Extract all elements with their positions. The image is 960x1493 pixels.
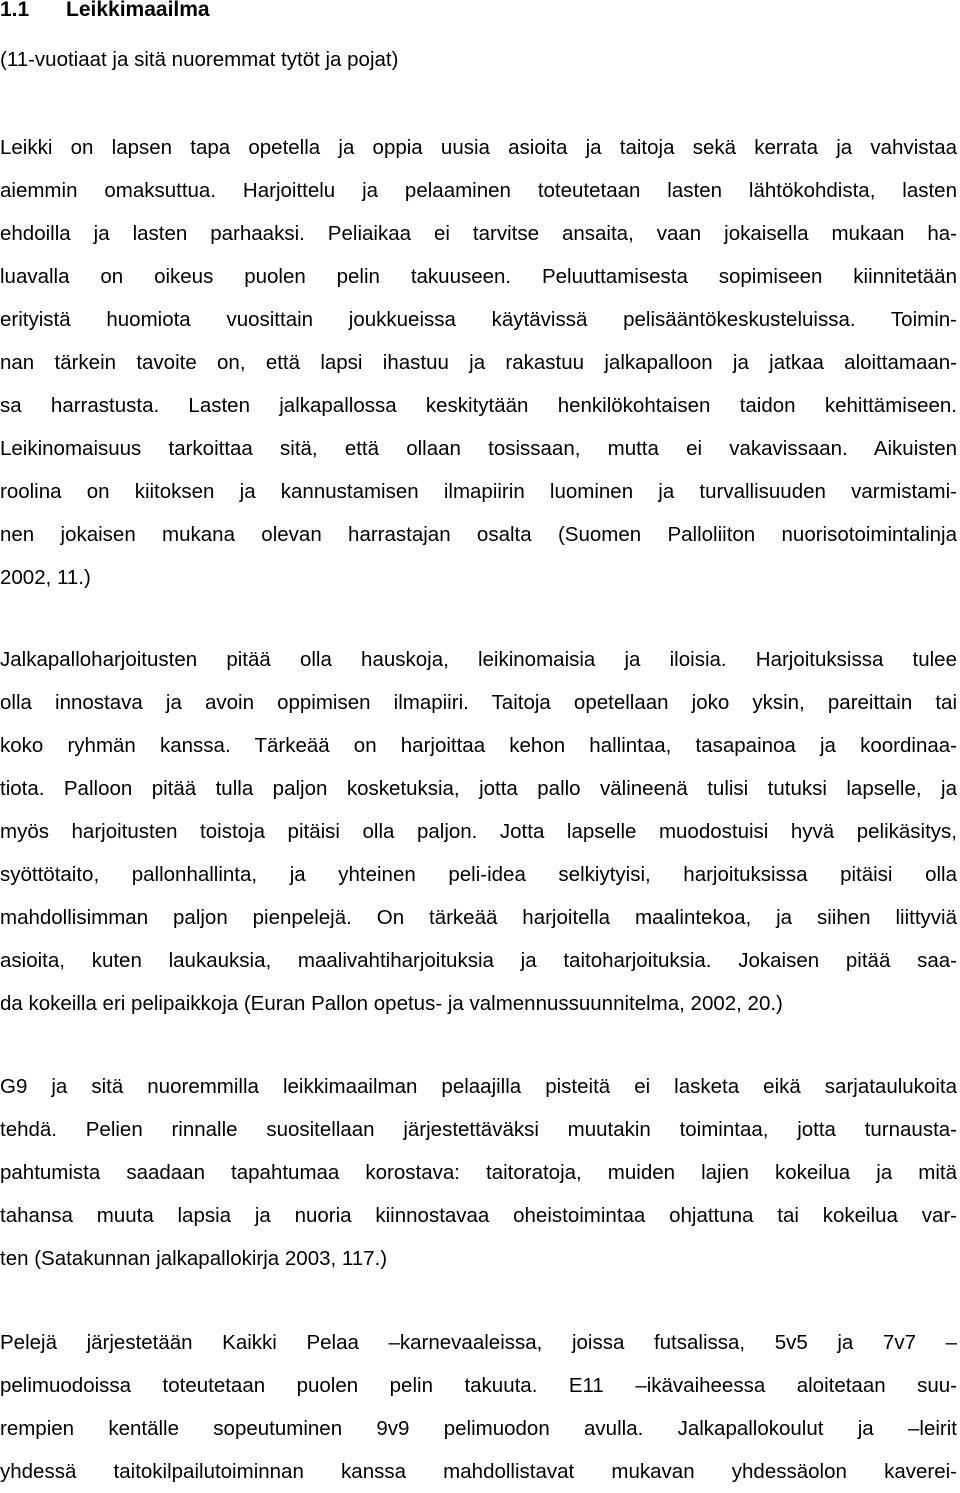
text-line: ten (Satakunnan jalkapallokirja 2003, 117.) — [0, 1247, 388, 1270]
paragraph-2 — [0, 638, 957, 1025]
section-title: Leikkimaailma — [66, 0, 210, 21]
text-line: aiemmin omaksuttua. Harjoittelu ja pelaaminen toteutetaan lasten lähtökohdista, lasten — [0, 179, 957, 202]
text-line: koko ryhmän kanssa. Tärkeää on harjoittaa kehon hallintaa, tasapainoa ja koordinaa- — [0, 734, 957, 757]
text-line: Pelejä järjestetään Kaikki Pelaa –karnevaaleissa, joissa futsalissa, 5v5 ja 7v7 – — [0, 1331, 957, 1354]
text-line: pelimuodoissa toteutetaan puolen pelin takuuta. E11 –ikävaiheessa aloitetaan suu- — [0, 1374, 957, 1397]
text-line: nen jokaisen mukana olevan harrastajan osalta (Suomen Palloliiton nuorisotoimintalinja — [0, 523, 957, 546]
text-line: sa harrastusta. Lasten jalkapallossa keskitytään henkilökohtaisen taidon kehittämiseen. — [0, 394, 957, 417]
text-line: roolina on kiitoksen ja kannustamisen ilmapiirin luominen ja turvallisuuden varmistami- — [0, 480, 957, 503]
section-number: 1.1 — [0, 0, 30, 21]
text-line: yhdessä taitokilpailutoiminnan kanssa mahdollistavat mukavan yhdessäolon kaverei- — [0, 1460, 957, 1483]
text-line: myös harjoitusten toistoja pitäisi olla paljon. Jotta lapselle muodostuisi hyvä pelikäsitys, — [0, 820, 957, 843]
text-line: Jalkapalloharjoitusten pitää olla hauskoja, leikinomaisia ja iloisia. Harjoituksissa tulee — [0, 648, 957, 671]
text-line: tiota. Palloon pitää tulla paljon kosketuksia, jotta pallo välineenä tulisi tutuksi lapselle, ja — [0, 777, 957, 800]
text-line: tehdä. Pelien rinnalle suositellaan järjestettäväksi muutakin toimintaa, jotta turnausta- — [0, 1118, 957, 1141]
text-line: pahtumista saadaan tapahtumaa korostava: taitoratoja, muiden lajien kokeilua ja mitä — [0, 1161, 957, 1184]
section-heading — [0, 0, 210, 26]
text-line: nan tärkein tavoite on, että lapsi ihastuu ja rakastuu jalkapalloon ja jatkaa aloittamaan- — [0, 351, 957, 374]
paragraph-4 — [0, 1321, 957, 1493]
text-line: tahansa muuta lapsia ja nuoria kiinnostavaa oheistoimintaa ohjattuna tai kokeilua var- — [0, 1204, 957, 1227]
text-line: 2002, 11.) — [0, 566, 91, 589]
text-line: da kokeilla eri pelipaikkoja (Euran Pallon opetus- ja valmennussuunnitelma, 2002, 20.) — [0, 992, 783, 1015]
text-line: mahdollisimman paljon pienpelejä. On tärkeää harjoitella maalintekoa, ja siihen liittyviä — [0, 906, 957, 929]
paragraph-1 — [0, 126, 957, 599]
text-line: G9 ja sitä nuoremmilla leikkimaailman pelaajilla pisteitä ei lasketa eikä sarjataulukoita — [0, 1075, 957, 1098]
section-subtitle: (11-vuotiaat ja sitä nuoremmat tytöt ja pojat) — [0, 48, 399, 71]
text-line: rempien kentälle sopeutuminen 9v9 pelimuodon avulla. Jalkapallokoulut ja –leirit — [0, 1417, 957, 1440]
text-line: ehdoilla ja lasten parhaaksi. Peliaikaa ei tarvitse ansaita, vaan jokaisella mukaan ha- — [0, 222, 957, 245]
text-line: luavalla on oikeus puolen pelin takuuseen. Peluuttamisesta sopimiseen kiinnitetään — [0, 265, 957, 288]
text-line: syöttötaito, pallonhallinta, ja yhteinen peli-idea selkiytyisi, harjoituksissa pitäisi olla — [0, 863, 957, 886]
paragraph-3 — [0, 1065, 957, 1280]
text-line: Leikki on lapsen tapa opetella ja oppia uusia asioita ja taitoja sekä kerrata ja vahvistaa — [0, 136, 957, 159]
text-line: erityistä huomiota vuosittain joukkueissa käytävissä pelisääntökeskusteluissa. Toimin- — [0, 308, 957, 331]
text-line: olla innostava ja avoin oppimisen ilmapiiri. Taitoja opetellaan joko yksin, pareittain tai — [0, 691, 957, 714]
text-line: Leikinomaisuus tarkoittaa sitä, että ollaan tosissaan, mutta ei vakavissaan. Aikuisten — [0, 437, 957, 460]
text-line: asioita, kuten laukauksia, maalivahtiharjoituksia ja taitoharjoituksia. Jokaisen pitää saa- — [0, 949, 957, 972]
